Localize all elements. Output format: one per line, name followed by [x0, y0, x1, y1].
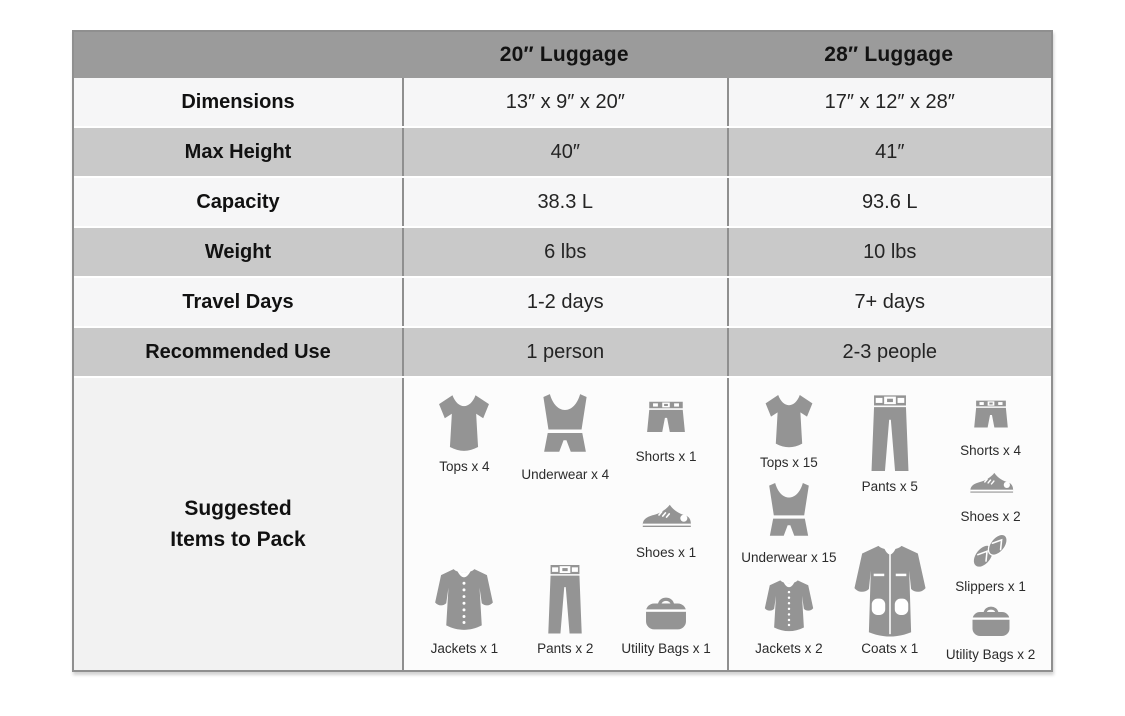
pack-item-label: Jackets x 1 [430, 641, 499, 656]
underwear-icon [529, 392, 601, 464]
pack-item [741, 481, 836, 565]
pack-item [636, 488, 696, 560]
row-label: Dimensions [181, 90, 295, 113]
table-row [74, 126, 1051, 176]
sneaker-icon [964, 458, 1018, 506]
cell-value: 93.6 L [727, 178, 1052, 226]
luggage-comparison-table [72, 30, 1053, 672]
pack-item-label: Jackets x 2 [755, 641, 823, 656]
row-label: Capacity [196, 190, 280, 213]
pack-item-label: Pants x 5 [861, 479, 918, 494]
pack-item [946, 594, 1035, 662]
packing-cell-20in [402, 378, 727, 670]
packing-column [940, 392, 1041, 662]
utility-bag-icon [639, 584, 693, 638]
suggested-items-row [74, 376, 1051, 670]
underwear-icon [756, 481, 822, 547]
table-row [74, 78, 1051, 126]
pack-item-label: Shoes x 1 [636, 545, 697, 560]
pants-icon [848, 392, 932, 476]
cell-value: 10 lbs [727, 228, 1052, 276]
pack-item-label: Coats x 1 [861, 641, 919, 656]
pack-item [961, 458, 1021, 524]
pack-item [759, 392, 819, 470]
packing-title-line2: Items to Pack [170, 528, 306, 551]
packing-column [414, 392, 515, 656]
pack-item-label: Pants x 2 [537, 641, 594, 656]
pack-item-label: Slippers x 1 [955, 579, 1026, 594]
jacket-icon [427, 564, 501, 638]
packing-column [616, 392, 717, 656]
cell-value: 17″ x 12″ x 28″ [727, 78, 1052, 126]
jacket-icon [758, 576, 820, 638]
cell-value: 6 lbs [402, 228, 727, 276]
pack-item-label: Shorts x 4 [960, 443, 1021, 458]
pants-icon [527, 562, 603, 638]
coat-icon [842, 542, 938, 638]
cell-value: 38.3 L [402, 178, 727, 226]
pack-item [848, 392, 932, 494]
row-label: Max Height [184, 140, 292, 163]
pack-item-label: Shorts x 1 [635, 449, 697, 464]
tshirt-icon [759, 392, 819, 452]
packing-column [839, 392, 940, 656]
pack-item [842, 542, 938, 656]
packing-cell-28in [727, 378, 1052, 670]
pack-item [755, 576, 823, 656]
column-header-28in: 28″ Luggage [824, 43, 954, 66]
header-empty-cell [74, 32, 402, 78]
packing-title [74, 378, 402, 670]
table-row [74, 176, 1051, 226]
table-row [74, 276, 1051, 326]
cell-value: 40″ [402, 128, 727, 176]
pack-item [521, 392, 609, 482]
cell-value: 1 person [402, 328, 727, 376]
pack-item [621, 584, 710, 656]
cell-value: 13″ x 9″ x 20″ [402, 78, 727, 126]
tshirt-icon [432, 392, 496, 456]
pack-item-label: Shoes x 2 [960, 509, 1021, 524]
pack-item-label: Tops x 4 [439, 459, 490, 474]
pack-item [427, 564, 501, 656]
cell-value: 1-2 days [402, 278, 727, 326]
pack-item-label: Tops x 15 [760, 455, 818, 470]
cell-value: 7+ days [727, 278, 1052, 326]
pack-item [527, 562, 603, 656]
row-label: Recommended Use [145, 340, 331, 363]
table-row [74, 326, 1051, 376]
pack-item-label: Utility Bags x 2 [945, 647, 1036, 662]
table-row [74, 226, 1051, 276]
pack-item-label: Underwear x 15 [741, 550, 837, 565]
packing-title-line1: Suggested [184, 496, 292, 520]
pack-item [636, 392, 697, 464]
row-label: Travel Days [182, 290, 294, 313]
packing-column [515, 392, 616, 656]
header-row [74, 32, 1051, 78]
column-header-20in: 20″ Luggage [499, 43, 629, 66]
cell-value: 41″ [727, 128, 1052, 176]
pack-item [955, 524, 1026, 594]
packing-column [739, 392, 840, 656]
shorts-icon [639, 392, 693, 446]
slippers-icon [965, 524, 1017, 576]
utility-bag-icon [966, 594, 1016, 644]
pack-item-label: Underwear x 4 [521, 467, 610, 482]
pack-item [960, 392, 1021, 458]
shorts-icon [967, 392, 1015, 440]
row-label: Weight [204, 240, 272, 263]
pack-item [432, 392, 496, 474]
cell-value: 2-3 people [727, 328, 1052, 376]
pack-item-label: Utility Bags x 1 [621, 641, 711, 656]
sneaker-icon [636, 488, 696, 542]
